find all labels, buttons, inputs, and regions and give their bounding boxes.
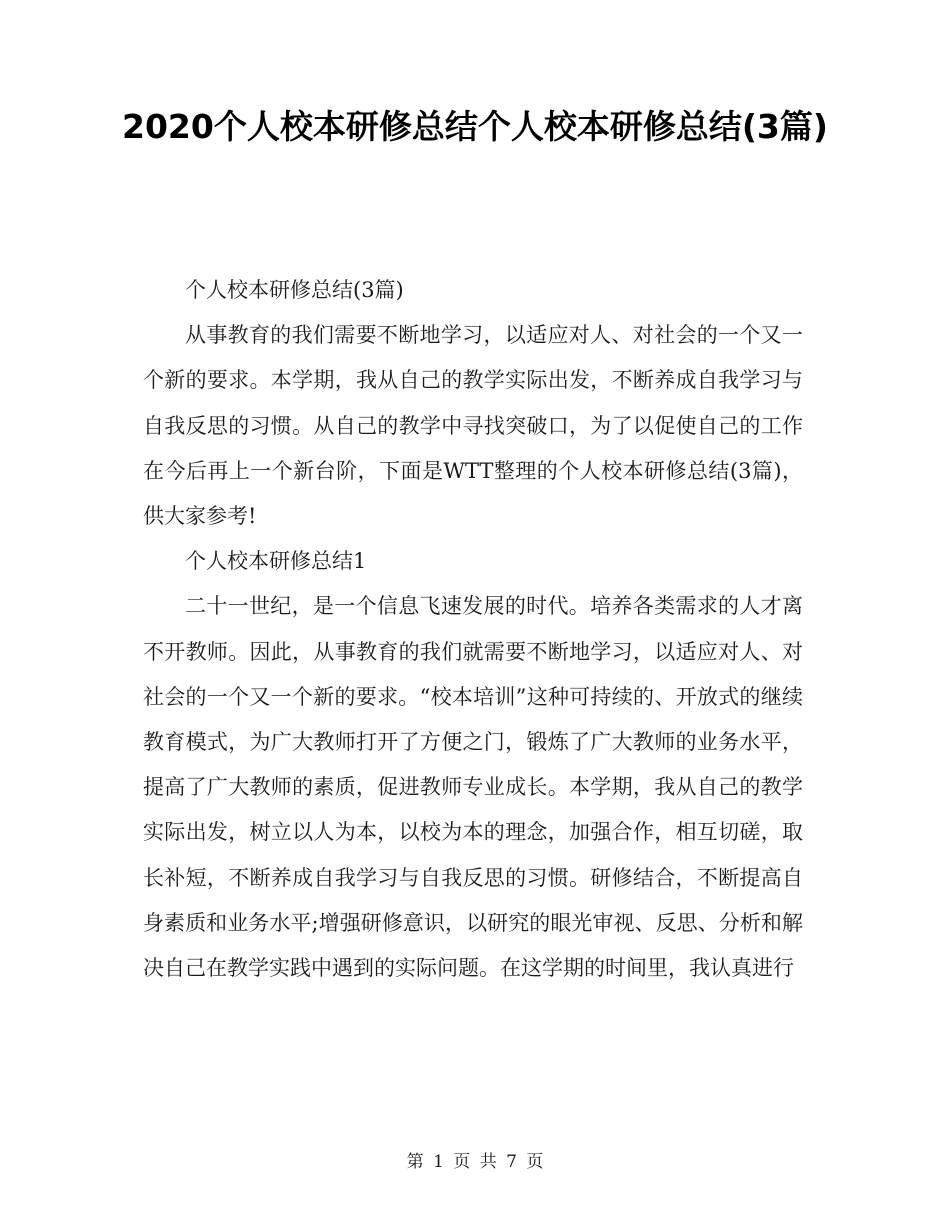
document-body <box>143 268 803 991</box>
paragraph-subtitle: 个人校本研修总结(3篇) <box>185 278 404 302</box>
paragraph-intro: 从事教育的我们需要不断地学习，以适应对人、对社会的一个又一个新的要求。本学期，我从自己的教学实际出发，不断养成自我学习与自我反思的习惯。从自己的教学中寻找突破口，为了以促使自己的工作在今后再上一个新台阶，下面是WTT整理的个人校本研修总结(3篇)，供大家参考! <box>143 323 803 529</box>
document-title: 2020个人校本研修总结个人校本研修总结(3篇) <box>122 107 828 146</box>
paragraph-section-heading: 个人校本研修总结1 <box>185 549 367 574</box>
page-footer: 第 1 页 共 7 页 <box>406 1152 544 1172</box>
paragraph-body: 二十一世纪，是一个信息飞速发展的时代。培养各类需求的人才离不开教师。因此，从事教育的我们就需要不断地学习，以适应对人、对社会的一个又一个新的要求。“校本培训”这种可持续的、开放式的继续教育模式，为广大教师打开了方便之门，锻炼了广大教师的业务水平，提高了广大教师的素质，促进教师专业成长。本学期，我从自己的教学实际出发，树立以人为本，以校为本的理念，加强合作，相互切磋，取长补短，不断养成自我学习与自我反思的习惯。研修结合，不断提高自身素质和业务水平;增强研修意识，以研究的眼光审视、反思、分析和解决自己在教学实践中遇到的实际问题。在这学期的时间里，我认真进行 <box>143 594 803 981</box>
